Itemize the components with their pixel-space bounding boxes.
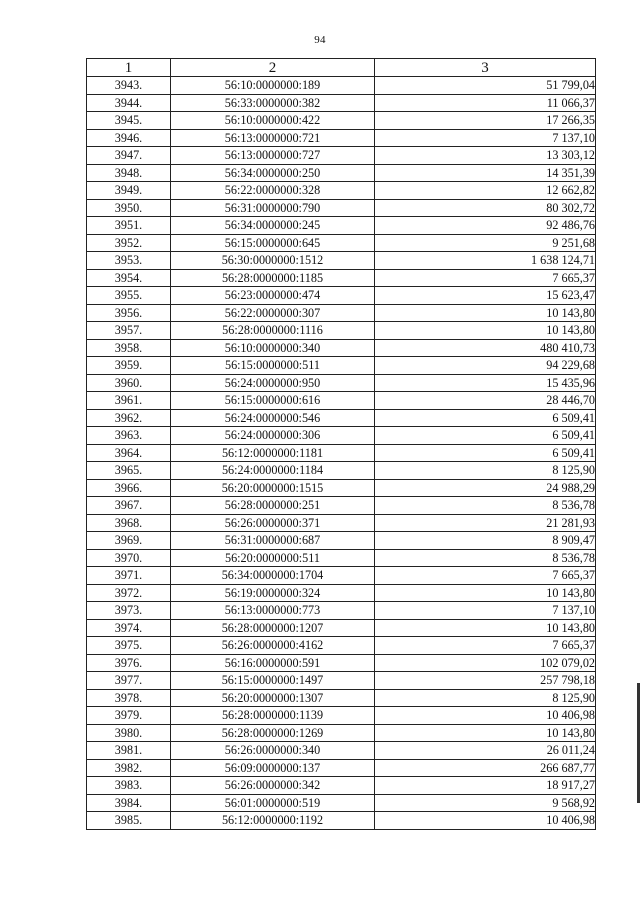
- page-number: 94: [314, 34, 326, 46]
- row-number-cell: 3960.: [87, 374, 171, 392]
- cadastral-number-cell: 56:34:0000000:245: [171, 217, 375, 235]
- value-cell: 10 406,98: [375, 707, 596, 725]
- table-row: [87, 812, 596, 830]
- value-cell: 7 137,10: [375, 602, 596, 620]
- table-row: [87, 707, 596, 725]
- cadastral-number-cell: 56:13:0000000:721: [171, 129, 375, 147]
- cadastral-number-cell: 56:22:0000000:328: [171, 182, 375, 200]
- value-cell: 102 079,02: [375, 654, 596, 672]
- row-number-cell: 3963.: [87, 427, 171, 445]
- row-number-cell: 3983.: [87, 777, 171, 795]
- table-row: [87, 497, 596, 515]
- value-cell: 6 509,41: [375, 444, 596, 462]
- value-cell: 10 143,80: [375, 304, 596, 322]
- row-number-cell: 3952.: [87, 234, 171, 252]
- value-cell: 17 266,35: [375, 112, 596, 130]
- table-row: [87, 129, 596, 147]
- row-number-cell: 3949.: [87, 182, 171, 200]
- value-cell: 7 665,37: [375, 269, 596, 287]
- table-row: [87, 287, 596, 305]
- cadastral-number-cell: 56:12:0000000:1181: [171, 444, 375, 462]
- row-number-cell: 3946.: [87, 129, 171, 147]
- value-cell: 26 011,24: [375, 742, 596, 760]
- table-row: [87, 164, 596, 182]
- table-row: [87, 339, 596, 357]
- row-number-cell: 3971.: [87, 567, 171, 585]
- cadastral-number-cell: 56:34:0000000:1704: [171, 567, 375, 585]
- cadastral-number-cell: 56:15:0000000:511: [171, 357, 375, 375]
- table-row: [87, 602, 596, 620]
- cadastral-number-cell: 56:20:0000000:511: [171, 549, 375, 567]
- row-number-cell: 3964.: [87, 444, 171, 462]
- row-number-cell: 3962.: [87, 409, 171, 427]
- value-cell: 257 798,18: [375, 672, 596, 690]
- row-number-cell: 3982.: [87, 759, 171, 777]
- row-number-cell: 3968.: [87, 514, 171, 532]
- value-cell: 11 066,37: [375, 94, 596, 112]
- value-cell: 8 125,90: [375, 689, 596, 707]
- value-cell: 15 623,47: [375, 287, 596, 305]
- cadastral-number-cell: 56:24:0000000:546: [171, 409, 375, 427]
- row-number-cell: 3970.: [87, 549, 171, 567]
- value-cell: 10 143,80: [375, 584, 596, 602]
- table-row: [87, 654, 596, 672]
- table-row: [87, 77, 596, 95]
- row-number-cell: 3954.: [87, 269, 171, 287]
- cadastral-number-cell: 56:24:0000000:306: [171, 427, 375, 445]
- table-row: [87, 549, 596, 567]
- row-number-cell: 3985.: [87, 812, 171, 830]
- cadastral-number-cell: 56:09:0000000:137: [171, 759, 375, 777]
- cadastral-number-cell: 56:16:0000000:591: [171, 654, 375, 672]
- cadastral-number-cell: 56:26:0000000:342: [171, 777, 375, 795]
- cadastral-number-cell: 56:23:0000000:474: [171, 287, 375, 305]
- cadastral-number-cell: 56:13:0000000:727: [171, 147, 375, 165]
- table-row: [87, 374, 596, 392]
- row-number-cell: 3943.: [87, 77, 171, 95]
- cadastral-number-cell: 56:15:0000000:616: [171, 392, 375, 410]
- table-row: [87, 794, 596, 812]
- table-row: [87, 742, 596, 760]
- table-row: [87, 217, 596, 235]
- row-number-cell: 3951.: [87, 217, 171, 235]
- value-cell: 10 143,80: [375, 322, 596, 340]
- table-row: [87, 672, 596, 690]
- table-row: [87, 94, 596, 112]
- value-cell: 21 281,93: [375, 514, 596, 532]
- value-cell: 7 137,10: [375, 129, 596, 147]
- value-cell: 51 799,04: [375, 77, 596, 95]
- table-row: [87, 427, 596, 445]
- table-row: [87, 199, 596, 217]
- value-cell: 7 665,37: [375, 567, 596, 585]
- column-header-number: 1: [87, 59, 171, 77]
- cadastral-number-cell: 56:28:0000000:251: [171, 497, 375, 515]
- cadastral-number-cell: 56:20:0000000:1307: [171, 689, 375, 707]
- row-number-cell: 3958.: [87, 339, 171, 357]
- table-row: [87, 777, 596, 795]
- cadastral-number-cell: 56:28:0000000:1185: [171, 269, 375, 287]
- value-cell: 480 410,73: [375, 339, 596, 357]
- cadastral-number-cell: 56:10:0000000:340: [171, 339, 375, 357]
- table-row: [87, 462, 596, 480]
- table-row: [87, 147, 596, 165]
- column-header-value: 3: [375, 59, 596, 77]
- table-row: [87, 689, 596, 707]
- column-header-cadastral: 2: [171, 59, 375, 77]
- row-number-cell: 3984.: [87, 794, 171, 812]
- table-row: [87, 584, 596, 602]
- value-cell: 13 303,12: [375, 147, 596, 165]
- cadastral-number-cell: 56:20:0000000:1515: [171, 479, 375, 497]
- row-number-cell: 3974.: [87, 619, 171, 637]
- value-cell: 8 536,78: [375, 549, 596, 567]
- value-cell: 24 988,29: [375, 479, 596, 497]
- value-cell: 266 687,77: [375, 759, 596, 777]
- value-cell: 6 509,41: [375, 409, 596, 427]
- table-row: [87, 532, 596, 550]
- cadastral-number-cell: 56:13:0000000:773: [171, 602, 375, 620]
- row-number-cell: 3953.: [87, 252, 171, 270]
- cadastral-number-cell: 56:33:0000000:382: [171, 94, 375, 112]
- row-number-cell: 3950.: [87, 199, 171, 217]
- table-row: [87, 269, 596, 287]
- value-cell: 94 229,68: [375, 357, 596, 375]
- value-cell: 8 536,78: [375, 497, 596, 515]
- row-number-cell: 3955.: [87, 287, 171, 305]
- value-cell: 6 509,41: [375, 427, 596, 445]
- row-number-cell: 3972.: [87, 584, 171, 602]
- row-number-cell: 3979.: [87, 707, 171, 725]
- value-cell: 7 665,37: [375, 637, 596, 655]
- table-row: [87, 444, 596, 462]
- value-cell: 15 435,96: [375, 374, 596, 392]
- row-number-cell: 3944.: [87, 94, 171, 112]
- table-row: [87, 724, 596, 742]
- value-cell: 8 125,90: [375, 462, 596, 480]
- cadastral-number-cell: 56:30:0000000:1512: [171, 252, 375, 270]
- value-cell: 10 406,98: [375, 812, 596, 830]
- table-row: [87, 252, 596, 270]
- row-number-cell: 3959.: [87, 357, 171, 375]
- value-cell: 12 662,82: [375, 182, 596, 200]
- value-cell: 9 568,92: [375, 794, 596, 812]
- table-row: [87, 304, 596, 322]
- cadastral-number-cell: 56:19:0000000:324: [171, 584, 375, 602]
- row-number-cell: 3980.: [87, 724, 171, 742]
- value-cell: 14 351,39: [375, 164, 596, 182]
- row-number-cell: 3956.: [87, 304, 171, 322]
- table-row: [87, 182, 596, 200]
- cadastral-number-cell: 56:15:0000000:1497: [171, 672, 375, 690]
- value-cell: 18 917,27: [375, 777, 596, 795]
- row-number-cell: 3978.: [87, 689, 171, 707]
- cadastral-number-cell: 56:10:0000000:422: [171, 112, 375, 130]
- cadastral-number-cell: 56:26:0000000:371: [171, 514, 375, 532]
- cadastral-number-cell: 56:31:0000000:790: [171, 199, 375, 217]
- table-row: [87, 759, 596, 777]
- cadastral-number-cell: 56:28:0000000:1207: [171, 619, 375, 637]
- table-row: [87, 322, 596, 340]
- cadastral-number-cell: 56:28:0000000:1139: [171, 707, 375, 725]
- table-row: [87, 479, 596, 497]
- row-number-cell: 3973.: [87, 602, 171, 620]
- value-cell: 8 909,47: [375, 532, 596, 550]
- row-number-cell: 3948.: [87, 164, 171, 182]
- cadastral-number-cell: 56:26:0000000:4162: [171, 637, 375, 655]
- row-number-cell: 3975.: [87, 637, 171, 655]
- row-number-cell: 3977.: [87, 672, 171, 690]
- cadastral-number-cell: 56:15:0000000:645: [171, 234, 375, 252]
- row-number-cell: 3966.: [87, 479, 171, 497]
- table-header-row: [87, 59, 596, 77]
- cadastral-number-cell: 56:31:0000000:687: [171, 532, 375, 550]
- table-row: [87, 637, 596, 655]
- table-row: [87, 112, 596, 130]
- table-row: [87, 619, 596, 637]
- cadastral-number-cell: 56:24:0000000:1184: [171, 462, 375, 480]
- cadastral-number-cell: 56:28:0000000:1116: [171, 322, 375, 340]
- row-number-cell: 3965.: [87, 462, 171, 480]
- row-number-cell: 3981.: [87, 742, 171, 760]
- cadastral-number-cell: 56:28:0000000:1269: [171, 724, 375, 742]
- value-cell: 28 446,70: [375, 392, 596, 410]
- value-cell: 10 143,80: [375, 724, 596, 742]
- table-row: [87, 514, 596, 532]
- cadastral-number-cell: 56:24:0000000:950: [171, 374, 375, 392]
- table-row: [87, 409, 596, 427]
- value-cell: 9 251,68: [375, 234, 596, 252]
- table-row: [87, 357, 596, 375]
- row-number-cell: 3969.: [87, 532, 171, 550]
- value-cell: 80 302,72: [375, 199, 596, 217]
- table-row: [87, 392, 596, 410]
- cadastral-number-cell: 56:22:0000000:307: [171, 304, 375, 322]
- table-body: [87, 77, 596, 830]
- table-row: [87, 567, 596, 585]
- row-number-cell: 3945.: [87, 112, 171, 130]
- row-number-cell: 3947.: [87, 147, 171, 165]
- row-number-cell: 3967.: [87, 497, 171, 515]
- row-number-cell: 3976.: [87, 654, 171, 672]
- value-cell: 92 486,76: [375, 217, 596, 235]
- cadastral-number-cell: 56:26:0000000:340: [171, 742, 375, 760]
- cadastral-number-cell: 56:34:0000000:250: [171, 164, 375, 182]
- cadastral-number-cell: 56:10:0000000:189: [171, 77, 375, 95]
- cadastral-table: [86, 58, 596, 830]
- table-row: [87, 234, 596, 252]
- cadastral-number-cell: 56:12:0000000:1192: [171, 812, 375, 830]
- row-number-cell: 3957.: [87, 322, 171, 340]
- cadastral-number-cell: 56:01:0000000:519: [171, 794, 375, 812]
- value-cell: 1 638 124,71: [375, 252, 596, 270]
- row-number-cell: 3961.: [87, 392, 171, 410]
- value-cell: 10 143,80: [375, 619, 596, 637]
